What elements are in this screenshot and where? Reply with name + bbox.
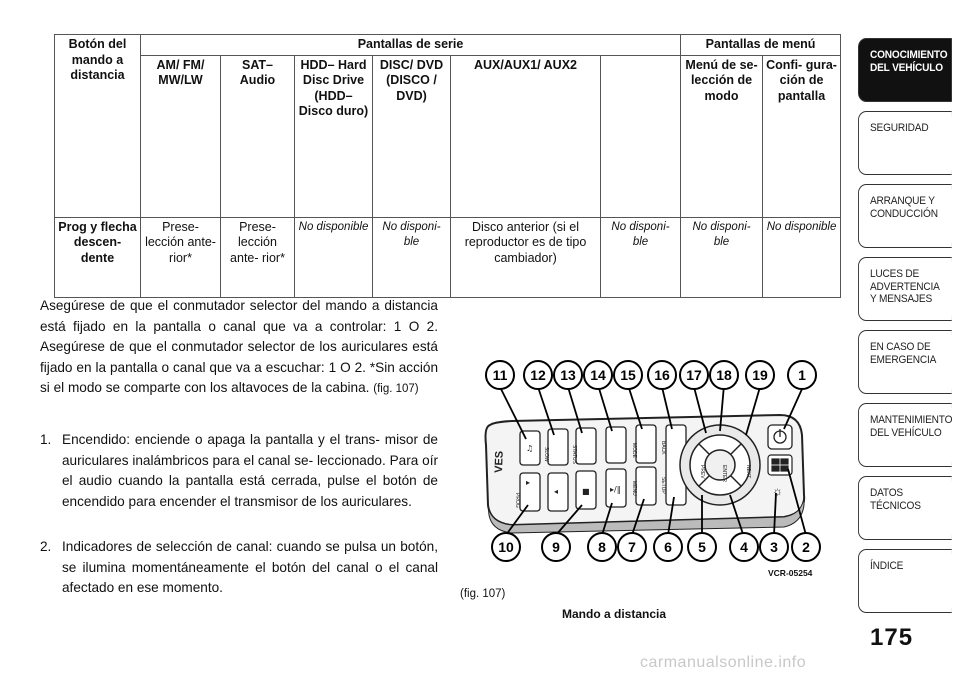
table-cell: No disponible [295, 217, 373, 297]
sidebar-tab[interactable]: DATOS TÉCNICOS [858, 476, 952, 540]
play-pause-icon: ▸/‖ [610, 485, 621, 494]
header-sat-audio: SAT– Audio [221, 55, 295, 217]
brightness-icon: ☼ [772, 484, 783, 498]
sidebar-tab[interactable]: LUCES DE ADVERTENCIA Y MENSAJES [858, 257, 952, 321]
callout-number: 17 [686, 367, 702, 383]
callout-number: 5 [698, 539, 706, 555]
svg-text:VES: VES [493, 450, 506, 474]
button-label-status: STATUS [571, 445, 577, 464]
header-remote-button: Botón del mando a distancia [55, 35, 141, 218]
list-item-number: 1. [40, 432, 52, 447]
button-label-enter: ENTER [721, 465, 727, 482]
table-cell: Prese- lección ante- rior* [221, 217, 295, 297]
button-label-setup: SETUP [660, 477, 666, 494]
header-menu-screens: Pantallas de menú [681, 35, 841, 56]
header-hdd: HDD– Hard Disc Drive (HDD– Disco duro) [295, 55, 373, 217]
callout-number: 15 [620, 367, 636, 383]
callout-number: 1 [798, 367, 806, 383]
next-arrow-icon: ◂ [554, 487, 559, 496]
callout-number: 12 [530, 367, 546, 383]
callout-number: 3 [770, 539, 778, 555]
callout-number: 13 [560, 367, 576, 383]
header-standard-screens: Pantallas de serie [141, 35, 681, 56]
sidebar-tab[interactable]: MANTENIMIENTO DEL VEHÍCULO [858, 403, 952, 467]
headphone-icon: ♫ [526, 444, 534, 453]
button-label-next: NEXT [745, 465, 751, 479]
callout-number: 6 [664, 539, 672, 555]
table-cell: No disponible [763, 217, 841, 297]
figure-reference: (fig. 107) [373, 383, 419, 395]
remote-control-figure [462, 355, 842, 580]
list-item [40, 537, 438, 599]
table-header-row-2 [55, 55, 841, 217]
table-cell: Disco anterior (si el reproductor es de tipo cambiador) [451, 217, 601, 297]
header-disc-dvd: DISC/ DVD (DISCO / DVD) [373, 55, 451, 217]
sidebar-tab[interactable]: CONOCIMIENTO DEL VEHÍCULO [858, 38, 952, 102]
sidebar-tab[interactable]: SEGURIDAD [858, 111, 952, 175]
callout-number: 2 [802, 539, 810, 555]
intro-text: Asegúrese de que el conmutador selector del mando a distancia está fijado en la pantalla o canal que va a controlar: 1 O 2. Asegúrese de que el conmutador selector de los auriculares está fijado en la pantalla o canal que va a escuchar: 1 O 2. *Sin acción si el modo se comparte con los altavoces de la cabina. [40, 298, 438, 395]
callout-number: 9 [552, 539, 560, 555]
header-mode-menu: Menú de se- lección de modo [681, 55, 763, 217]
table-cell: No disponi- ble [601, 217, 681, 297]
callout-number: 11 [492, 367, 508, 383]
list-item-text: Indicadores de selección de canal: cuando se pulsa un botón, se ilumina momentáneamente el botón del canal o el canal afectado en ese momento. [62, 539, 438, 595]
page-number: 175 [870, 624, 914, 651]
list-item-text: Encendido: enciende o apaga la pantalla y el trans- misor de auriculares inalámbricos para el canal se- leccionado. Para oír el audio cuando la pantalla está cerrada, pulse el botón de encendido para encender el transmisor de los auriculares. [62, 432, 438, 509]
list-item [40, 430, 438, 512]
figure-title: Mando a distancia [562, 607, 667, 621]
watermark: carmanualsonline.info [640, 654, 807, 671]
callout-number: 10 [498, 539, 514, 555]
intro-paragraph [40, 296, 438, 400]
callout-number: 4 [740, 539, 748, 555]
button-label-prev: PREV [699, 465, 705, 479]
button-label-back: BACK [660, 441, 666, 455]
header-empty [601, 55, 681, 217]
figure-caption: (fig. 107) [460, 588, 506, 600]
table-header-row-1 [55, 35, 841, 56]
sidebar-tab[interactable]: ÍNDICE [858, 549, 952, 613]
table-cell: No disponi- ble [373, 217, 451, 297]
button-label-slow: SLOW [543, 447, 549, 462]
logo-icon [493, 451, 506, 473]
table-row [55, 217, 841, 297]
table-cell: Prese- lección ante- rior* [141, 217, 221, 297]
callout-number: 14 [590, 367, 606, 383]
row-button-name: Prog y flecha descen- dente [55, 217, 141, 297]
stop-icon: ■ [582, 487, 590, 496]
spec-table [54, 34, 841, 298]
button-label-prog: PROG [514, 493, 520, 508]
button-label-menu: MENU [631, 481, 637, 496]
bottom-callout-circles [492, 533, 820, 561]
header-am-fm: AM/ FM/ MW/LW [141, 55, 221, 217]
sidebar-tab[interactable]: ARRANQUE Y CONDUCCIÓN [858, 184, 952, 248]
table-cell: No disponi- ble [681, 217, 763, 297]
button-label-mode: MODE [631, 443, 637, 458]
callout-number: 18 [716, 367, 732, 383]
header-aux: AUX/AUX1/ AUX2 [451, 55, 601, 217]
header-screen-config: Confi- gura- ción de pantalla [763, 55, 841, 217]
chapter-sidebar [858, 38, 960, 624]
power-button [768, 425, 792, 449]
list-item-number: 2. [40, 539, 52, 554]
prev-arrow-icon: ▸ [526, 478, 531, 487]
top-callout-circles [486, 361, 816, 389]
sidebar-tab[interactable]: EN CASO DE EMERGENCIA [858, 330, 952, 394]
figure-code: VCR-05254 [768, 568, 813, 578]
callout-number: 19 [752, 367, 768, 383]
callout-number: 8 [598, 539, 606, 555]
callout-number: 16 [654, 367, 670, 383]
callout-number: 7 [628, 539, 636, 555]
